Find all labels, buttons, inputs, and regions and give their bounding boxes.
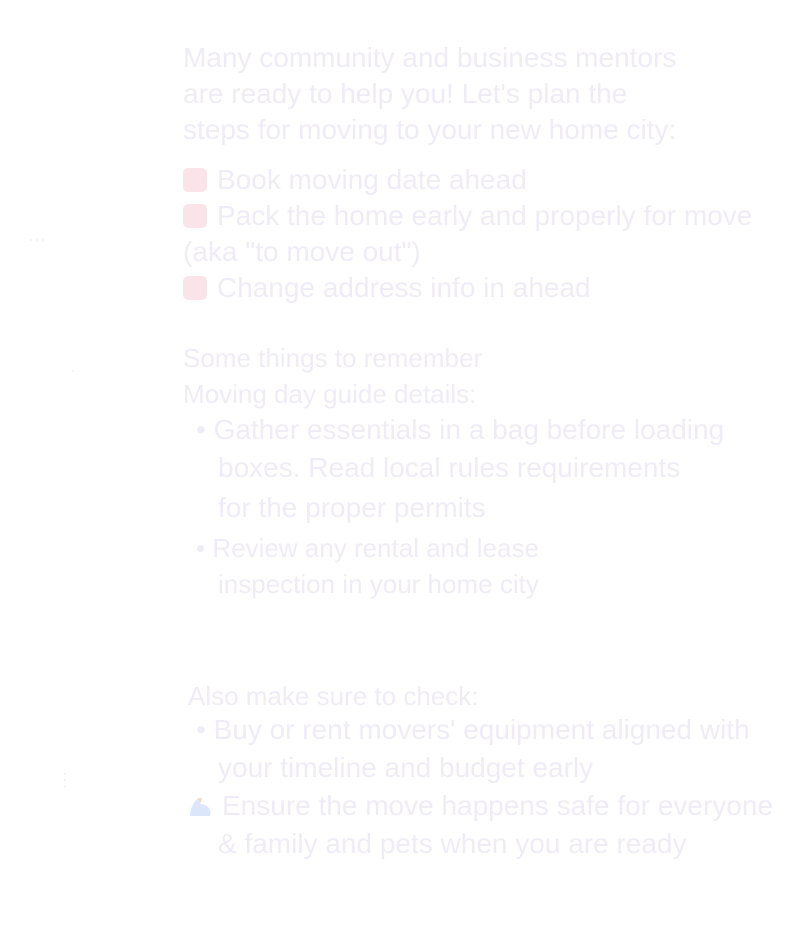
decor-mark: · (70, 360, 76, 380)
section-3-heading: Also make sure to check: (188, 681, 479, 711)
checklist-item: Pack the home early and properly for move (183, 198, 752, 234)
list-item: your timeline and budget early (218, 752, 594, 783)
calendar-icon (183, 204, 207, 228)
calendar-icon (183, 168, 207, 192)
list-item: Ensure the move happens safe for everyone (186, 788, 773, 824)
bullet-line: • Review any rental and lease (196, 533, 539, 563)
checklist-item-continuation: (aka "to move out") (183, 236, 421, 267)
section-2-line-1: Some things to remember (183, 343, 483, 373)
intro-line-1: Many community and business mentors (183, 42, 677, 73)
bullet-line: • Gather essentials in a bag before loading (196, 414, 725, 445)
list-item: & family and pets when you are ready (218, 828, 687, 859)
bullet-line: for the proper permits (218, 492, 486, 523)
decor-mark: ⋯ (28, 230, 46, 250)
flexed-arm-icon (186, 794, 214, 818)
intro-line-2: are ready to help you! Let's plan the (183, 78, 628, 109)
bullet-line: boxes. Read local rules requirements (218, 452, 681, 483)
checklist-item: Book moving date ahead (183, 162, 527, 198)
section-2-line-2: Moving day guide details: (183, 379, 477, 409)
calendar-icon (183, 276, 207, 300)
list-item: • Buy or rent movers' equipment aligned with (196, 714, 750, 745)
bullet-line: inspection in your home city (218, 569, 539, 599)
intro-line-3: steps for moving to your new home city: (183, 114, 677, 145)
decor-mark: ⋮ (56, 770, 74, 790)
checklist-item: Change address info in ahead (183, 270, 591, 306)
